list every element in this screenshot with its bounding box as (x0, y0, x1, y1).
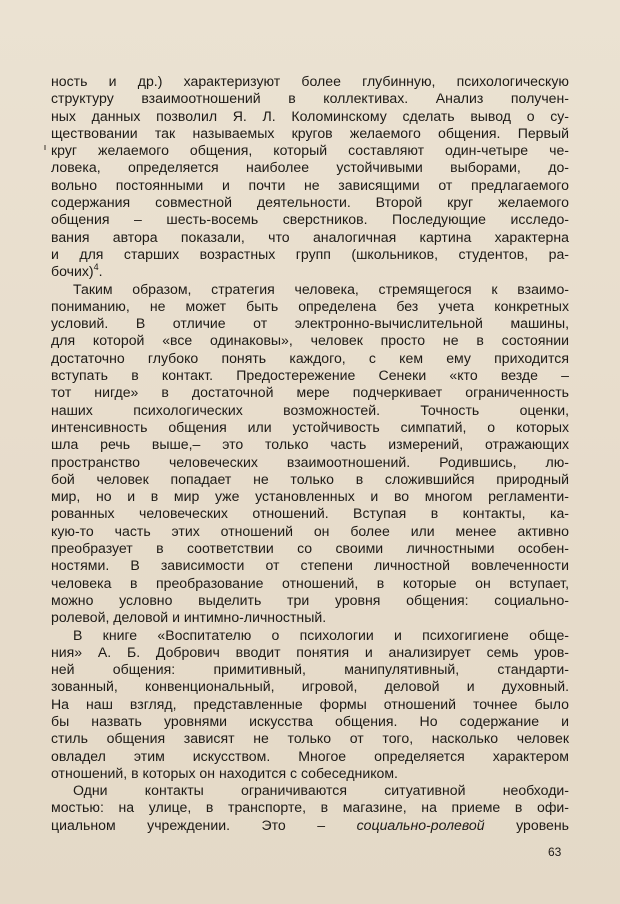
text-line: наших психологических возможностей. Точность оценки, (51, 401, 569, 418)
text-line: бой человек попадает не только в сложившийся природный (51, 470, 569, 487)
text-line: На наш взгляд, представленные формы отношений точнее было (51, 695, 569, 712)
paragraph-1 (51, 73, 569, 281)
body-text (51, 73, 569, 834)
paragraph-4 (51, 782, 569, 834)
text-line: ществовании так называемых кругов желаемого общения. Первый (51, 124, 569, 141)
text-line (51, 817, 569, 834)
text-line: рованных человеческих отношений. Вступая в контакты, ка- (51, 505, 569, 522)
text-line: мостью: на улице, в транспорте, в магазине, на приеме в офи- (51, 799, 569, 816)
text-line: ловека, определяется наиболее устойчивыми выборами, до- (51, 159, 569, 176)
text-line: можно условно выделить три уровня общения: социально- (51, 591, 569, 608)
text-line: Одни контакты ограничиваются ситуативной необходи- (73, 782, 569, 799)
text-line: стиль общения зависят не только от того, насколько человек (51, 730, 569, 747)
text-line: вания автора показали, что аналогичная картина характерна (51, 228, 569, 245)
text-line: преобразует в соответствии со своими личностными особен- (51, 540, 569, 557)
page-number: 63 (548, 845, 562, 859)
text-line: общения – шесть-восемь сверстников. Последующие исследо- (51, 211, 569, 228)
text-line: ния» А. Б. Добрович вводит понятия и анализирует семь уров- (51, 643, 569, 660)
text-line (51, 263, 569, 280)
text-line: кую-то часть этих отношений он более или менее активно (51, 522, 569, 539)
text-fragment: . (98, 263, 103, 280)
text-line: круг желаемого общения, который составляют один-четыре че- (51, 142, 569, 159)
text-line: вступать в контакт. Предостережение Сенеки «кто везде – (51, 367, 569, 384)
text-line: ролевой, деловой и интимно-личностный. (51, 609, 327, 626)
text-line: вольно постоянными и почти не зависящими от предлагаемого (51, 176, 569, 193)
italic-term: социально-ролевой (356, 816, 485, 833)
text-line: бы назвать уровнями искусства общения. Но содержание и (51, 712, 569, 729)
scan-mark (44, 145, 46, 150)
text-line: В книге «Воспитателю о психологии и психогигиене обще- (73, 626, 569, 643)
paragraph-3 (51, 627, 569, 783)
text-line: достаточно глубоко понять каждого, с кем ему приходится (51, 349, 569, 366)
text-line: овладел этим искусством. Многое определяется характером (51, 747, 569, 764)
text-line: условий. В отличие от электронно-вычислительной машины, (51, 315, 569, 332)
text-line: и для старших возрастных групп (школьников, студентов, ра- (51, 245, 569, 262)
text-line: ность и др.) характеризуют более глубинную, психологическую (51, 73, 569, 89)
text-line: интенсивность общения или устойчивость симпатий, о которых (51, 418, 569, 435)
text-line: зованный, конвенциональный, игровой, деловой и духовный. (51, 678, 569, 695)
text-line: человека в преобразование отношений, в которые он вступает, (51, 574, 569, 591)
text-line: шла речь выше,– это только часть измерений, отражающих (51, 436, 569, 453)
text-line: ней общения: примитивный, манипулятивный, стандарти- (51, 661, 569, 678)
text-line: для которой «все одинаковы», человек просто не в состоянии (51, 332, 569, 349)
text-fragment: циальном учреждении. Это – (51, 816, 357, 833)
paragraph-2 (51, 281, 569, 627)
text-line: ных данных позволил Я. Л. Коломинскому сделать вывод о су- (51, 107, 569, 124)
text-line: ностями. В зависимости от степени личностной вовлеченности (51, 557, 569, 574)
text-line: тот нигде» в достаточной мере подчеркивает ограниченность (51, 384, 569, 401)
text-fragment: уровень (484, 816, 569, 833)
text-fragment: бочих) (51, 263, 94, 280)
text-line: мир, но и в мир уже установленных и во многом регламенти- (51, 488, 569, 505)
text-line: структуру взаимоотношений в коллективах. Анализ получен- (51, 90, 569, 107)
text-line: Таким образом, стратегия человека, стремящегося к взаимо- (73, 280, 569, 297)
footnote-reference: 4 (93, 262, 99, 273)
text-line: пониманию, не может быть определена без учета конкретных (51, 297, 569, 314)
text-line: содержания совместной деятельности. Второй круг желаемого (51, 194, 569, 211)
text-line: отношений, в которых он находится с собеседником. (51, 764, 398, 781)
text-line: пространство человеческих взаимоотношений. Родившись, лю- (51, 453, 569, 470)
